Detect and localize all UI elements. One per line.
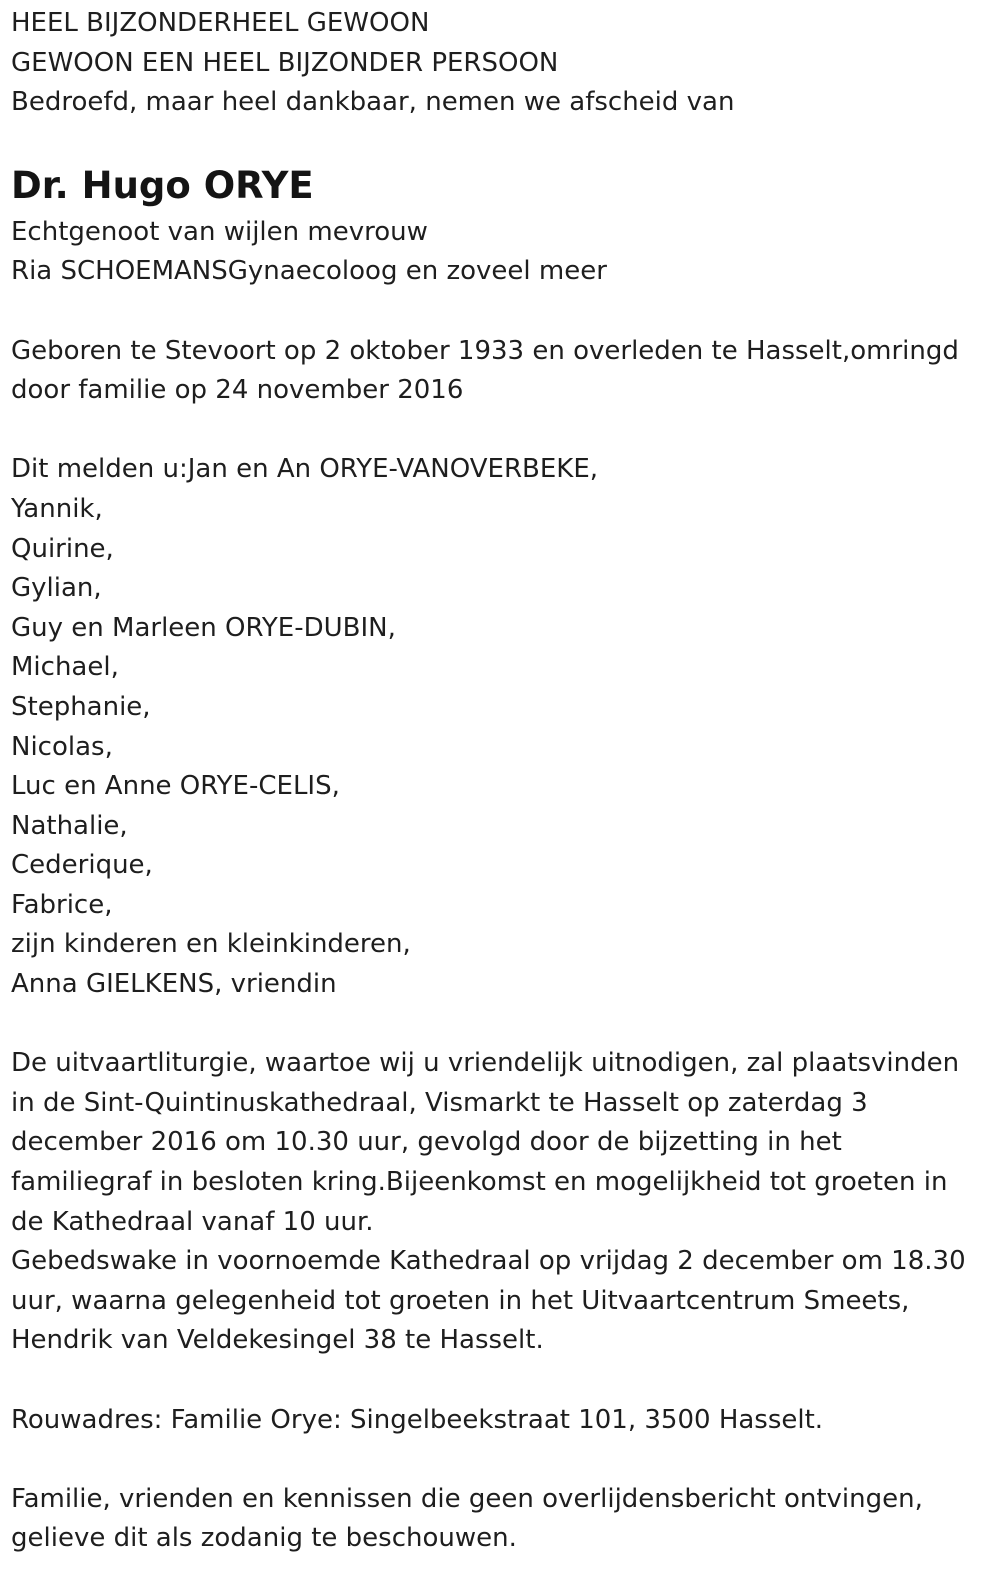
ceremony-line: de Kathedraal vanaf 10 uur. [11,1206,374,1237]
birth-death-line-1: Geboren te Stevoort op 2 oktober 1933 en overleden te Hasselt,omringd [11,335,959,366]
family-line: Stephanie, [11,691,151,722]
ceremony-line: december 2016 om 10.30 uur, gevolgd door de bijzetting in het [11,1127,842,1158]
family-line: Gylian, [11,573,102,604]
ceremony-section [11,1044,980,1361]
family-line: Dit melden u:Jan en An ORYE-VANOVERBEKE, [11,454,599,485]
spacer [11,1005,980,1045]
closing-line-2: gelieve dit als zodanig te beschouwen. [11,1523,517,1554]
family-line: Nathalie, [11,810,128,841]
family-line: zijn kinderen en kleinkinderen, [11,929,411,960]
closing-section [11,1480,980,1559]
spouse-section [11,213,980,292]
spacer [11,1440,980,1480]
family-line: Quirine, [11,533,114,564]
family-line: Luc en Anne ORYE-CELIS, [11,771,340,802]
family-line: Michael, [11,652,119,683]
ceremony-line: Gebedswake in voornoemde Kathedraal op vrijdag 2 december om 18.30 [11,1246,966,1277]
closing-line-1: Familie, vrienden en kennissen die geen overlijdensbericht ontvingen, [11,1483,923,1514]
ceremony-line: Hendrik van Veldekesingel 38 te Hasselt. [11,1325,544,1356]
ceremony-line: in de Sint-Quintinuskathedraal, Vismarkt te Hasselt op zaterdag 3 [11,1087,868,1118]
family-line: Yannik, [11,493,103,524]
birth-death-line-2: door familie op 24 november 2016 [11,375,464,406]
birth-death-section [11,332,980,411]
deceased-name: Dr. Hugo ORYE [11,163,314,207]
header-line-3: Bedroefd, maar heel dankbaar, nemen we afscheid van [11,87,735,118]
header-section [11,4,980,123]
ceremony-line: uur, waarna gelegenheid tot groeten in het Uitvaartcentrum Smeets, [11,1285,910,1316]
family-line: Cederique, [11,850,153,881]
mourning-address: Rouwadres: Familie Orye: Singelbeekstraat 101, 3500 Hasselt. [11,1404,824,1435]
ceremony-line: familiegraf in besloten kring.Bijeenkomst en mogelijkheid tot groeten in [11,1167,948,1198]
header-line-2: GEWOON EEN HEEL BIJZONDER PERSOON [11,47,559,78]
header-line-1: HEEL BIJZONDERHEEL GEWOON [11,8,430,38]
spacer [11,292,980,332]
spouse-line-1: Echtgenoot van wijlen mevrouw [11,216,428,247]
spacer [11,1361,980,1401]
family-line: Guy en Marleen ORYE-DUBIN, [11,612,396,643]
family-line: Anna GIELKENS, vriendin [11,969,337,1000]
spacer [11,411,980,451]
family-line: Nicolas, [11,731,113,762]
family-line: Fabrice, [11,889,113,920]
spouse-line-2: Ria SCHOEMANSGynaecoloog en zoveel meer [11,256,607,287]
family-section [11,450,980,1004]
ceremony-line: De uitvaartliturgie, waartoe wij u vriendelijk uitnodigen, zal plaatsvinden [11,1048,960,1079]
